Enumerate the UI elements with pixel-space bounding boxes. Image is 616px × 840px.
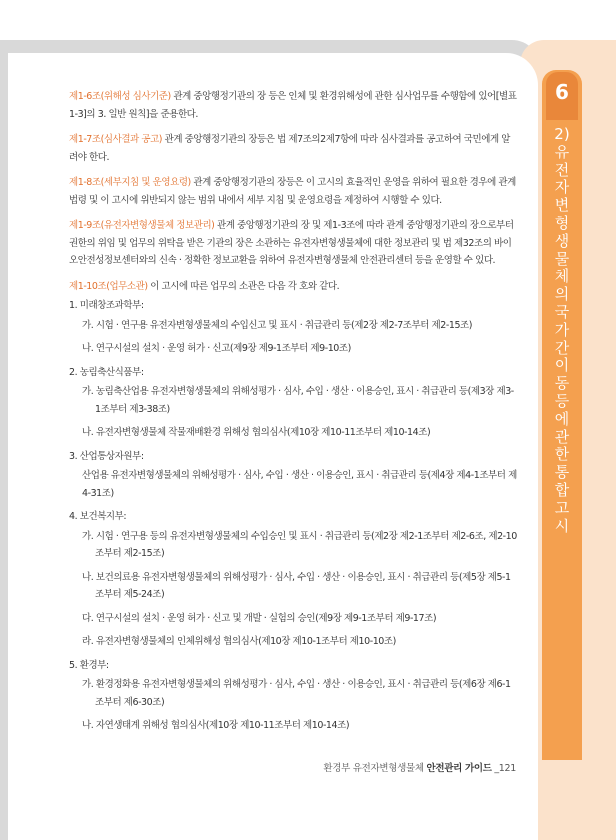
article-text: 관계 중앙행정기관의 장등은 이 고시의 효율적인 운영을 위하여 필요한 경우에 관계 법령 및 이 고시에 위반되지 않는 범위 내에서 세부 지침 및 운영요령을 제정하여 시행할 수 있다.: [69, 177, 516, 206]
article-heading: 제1-8조(세부지침 및 운영요령): [69, 177, 191, 188]
article-1-7: [69, 131, 517, 166]
article-1-10: [69, 278, 517, 296]
document-body: [69, 88, 517, 741]
article-text: 관계 중앙행정기관의 장등은 법 제7조의2제7항에 따라 심사결과를 공고하여 국민에게 알려야 한다.: [69, 134, 511, 163]
section-title: 2) 유전자변형생물체의 국가간 이동 등에 관한 통합고시: [554, 125, 570, 535]
ministry-item: 2. 농림축산식품부:: [69, 366, 144, 378]
sub-item: 나. 연구시설의 설치 · 운영 허가 · 신고(제9장 제9-1조부터 제9-10조): [82, 343, 351, 354]
article-heading: 제1-6조(위해성 심사기준): [69, 91, 171, 102]
article-text: 이 고시에 따른 업무의 소관은 다음 각 호와 같다.: [147, 280, 340, 292]
page-footer: [323, 760, 516, 774]
ministry-item: 4. 보건복지부:: [69, 511, 127, 522]
sub-item: 나. 보건의료용 유전자변형생물체의 위해성평가 · 심사, 수입 · 생산 · 이용승인, 표시 · 취급관리 등(제5장 제5-1조부터 제5-24조): [82, 571, 511, 600]
sub-item: 라. 유전자변형생물체의 인체위해성 협의심사(제10장 제10-1조부터 제10-10조): [82, 636, 396, 647]
sub-item: 나. 자연생태계 위해성 협의심사(제10장 제10-11조부터 제10-14조): [82, 720, 350, 731]
chapter-number: 6: [555, 80, 569, 104]
sub-item: 가. 시험 · 연구용 유전자변형생물체의 수입신고 및 표시 · 취급관리 등(제2장 제2-7조부터 제2-15조): [82, 319, 473, 331]
article-1-9: [69, 217, 517, 270]
footer-text: 환경부 유전자변형생물체: [323, 763, 427, 774]
ministry-text: 산업용 유전자변형생물체의 위해성평가 · 심사, 수입 · 생산 · 이용승인, 표시 · 취급관리 등(제4장 제4-1조부터 제4-31조): [82, 470, 517, 499]
article-1-8: [69, 174, 517, 209]
article-heading: 제1-10조(업무소관): [69, 280, 148, 292]
sub-item: 나. 유전자변형생물체 작물재배환경 위해성 협의심사(제10장 제10-11조부터 제10-14조): [82, 427, 431, 438]
ministry-item: 5. 환경부:: [69, 659, 109, 671]
footer-title: 안전관리 가이드: [426, 763, 492, 774]
article-1-6: [69, 88, 517, 123]
article-heading: 제1-9조(유전자변형생물체 정보관리): [69, 220, 215, 231]
page-number: _121: [491, 763, 516, 774]
ministry-item: 3. 산업통상자원부:: [69, 450, 144, 462]
ministry-item: 1. 미래창조과학부:: [69, 300, 144, 311]
article-text: 관계 중앙행정기관의 장 등은 인체 및 환경위해성에 관한 심사업무를 수행함에 있어[별표 1-3]의 3. 일반 원칙]을 준용한다.: [69, 91, 517, 120]
sub-item: 가. 농림축산업용 유전자변형생물체의 위해성평가 · 심사, 수입 · 생산 · 이용승인, 표시 · 취급관리 등(제3장 제3-1조부터 제3-38조): [82, 386, 514, 415]
sub-item: 다. 연구시설의 설치 · 운영 허가 · 신고 및 개발 · 실험의 승인(제9장 제9-1조부터 제9-17조): [82, 612, 437, 624]
article-text: 관계 중앙행정기관의 장 및 제1-3조에 따라 관계 중앙행정기관의 장으로부터 권한의 위임 및 업무의 위탁을 받은 기관의 장은 소관하는 유전자변형생물체에 대한 정보관리 및 법 제32조의 바이오안전성정보센터와의 신속 · 정확한 정보교환을 위하여 유전자변형생물체 안전관리센터 등을 운영할 수 있다.: [69, 220, 514, 266]
sub-item: 가. 환경정화용 유전자변형생물체의 위해성평가 · 심사, 수입 · 생산 · 이용승인, 표시 · 취급관리 등(제6장 제6-1조부터 제6-30조): [82, 679, 511, 708]
sub-item: 가. 시험 · 연구용 등의 유전자변형생물체의 수입승인 및 표시 · 취급관리 등(제2장 제2-1조부터 제2-6조, 제2-10조부터 제2-15조): [82, 530, 517, 559]
article-heading: 제1-7조(심사결과 공고): [69, 134, 163, 145]
